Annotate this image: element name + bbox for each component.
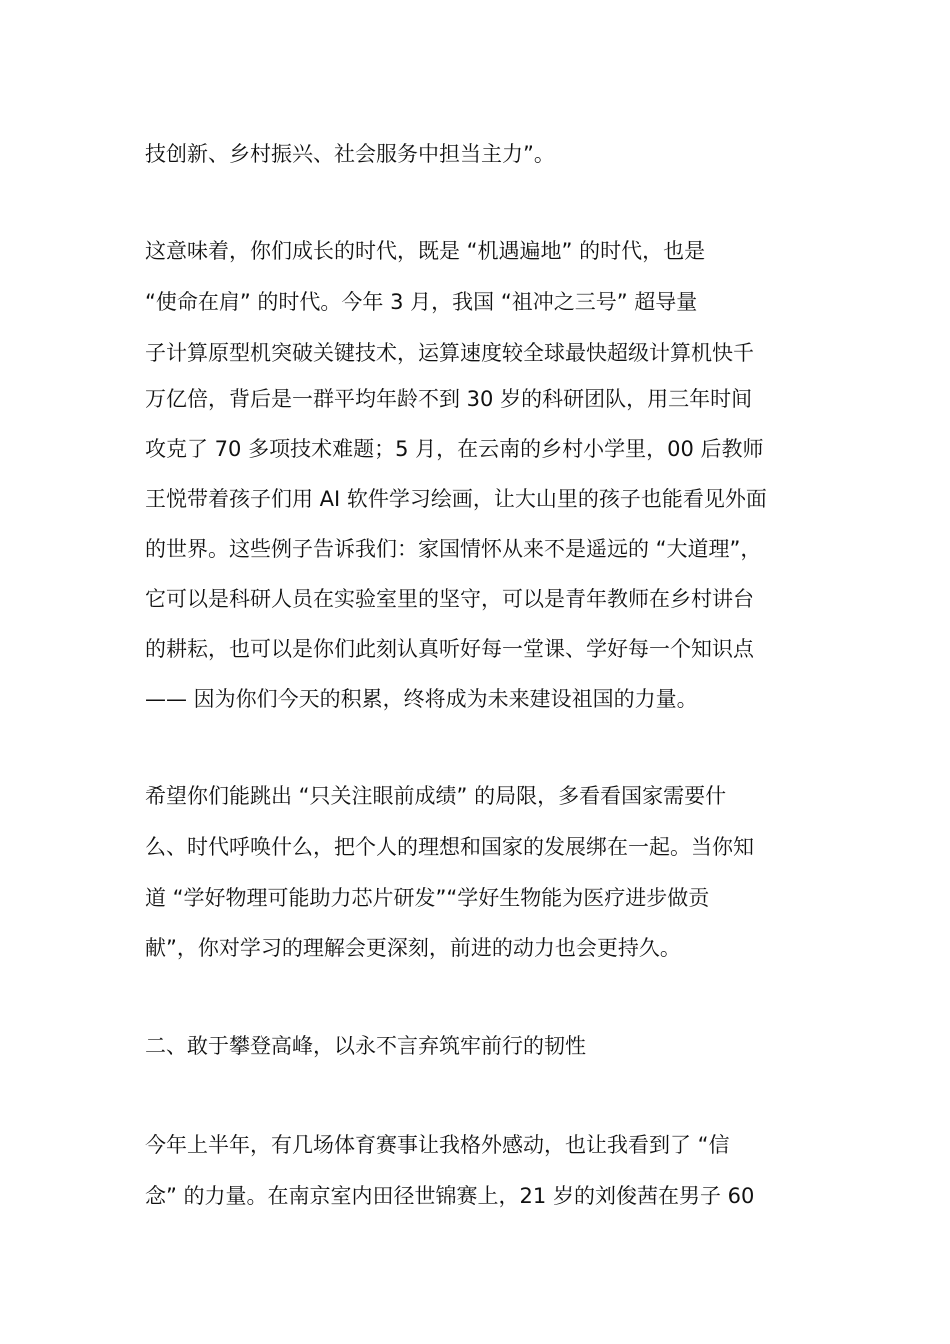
paragraph-2-line-4: 万亿倍，背后是一群平均年龄不到 30 岁的科研团队，用三年时间 <box>145 387 753 411</box>
paragraph-4-line-1: 今年上半年，有几场体育赛事让我格外感动，也让我看到了 “信 <box>145 1133 730 1157</box>
paragraph-2-line-3: 子计算原型机突破关键技术，运算速度较全球最快超级计算机快千 <box>145 341 754 365</box>
paragraph-2-line-5: 攻克了 70 多项技术难题；5 月，在云南的乡村小学里，00 后教师 <box>145 437 764 461</box>
paragraph-2-line-9: 的耕耘，也可以是你们此刻认真听好每一堂课、学好每一个知识点 <box>145 637 754 661</box>
paragraph-2-line-8: 它可以是科研人员在实验室里的坚守，可以是青年教师在乡村讲台 <box>145 587 754 611</box>
paragraph-2-line-7: 的世界。这些例子告诉我们：家国情怀从来不是遥远的 “大道理”， <box>145 537 762 561</box>
paragraph-2-line-10: —— 因为你们今天的积累，终将成为未来建设祖国的力量。 <box>145 687 698 711</box>
paragraph-3-line-1: 希望你们能跳出 “只关注眼前成绩” 的局限，多看看国家需要什 <box>145 784 727 808</box>
paragraph-3-line-4: 献”，你对学习的理解会更深刻，前进的动力也会更持久。 <box>145 936 681 960</box>
paragraph-2-line-2: “使命在肩” 的时代。今年 3 月，我国 “祖冲之三号” 超导量 <box>145 290 698 314</box>
paragraph-3-line-2: 么、时代呼唤什么，把个人的理想和国家的发展绑在一起。当你知 <box>145 835 754 859</box>
paragraph-2-line-1: 这意味着，你们成长的时代，既是 “机遇遍地” 的时代，也是 <box>145 239 706 263</box>
section-heading: 二、敢于攀登高峰，以永不言弃筑牢前行的韧性 <box>145 1034 586 1058</box>
paragraph-4-line-2: 念” 的力量。在南京室内田径世锦赛上，21 岁的刘俊茜在男子 60 <box>145 1184 755 1208</box>
paragraph-1-line-1: 技创新、乡村振兴、社会服务中担当主力”。 <box>145 142 555 166</box>
paragraph-3-line-3: 道 “学好物理可能助力芯片研发”“学好生物能为医疗进步做贡 <box>145 886 710 910</box>
paragraph-2-line-6: 王悦带着孩子们用 AI 软件学习绘画，让大山里的孩子也能看见外面 <box>145 487 767 511</box>
